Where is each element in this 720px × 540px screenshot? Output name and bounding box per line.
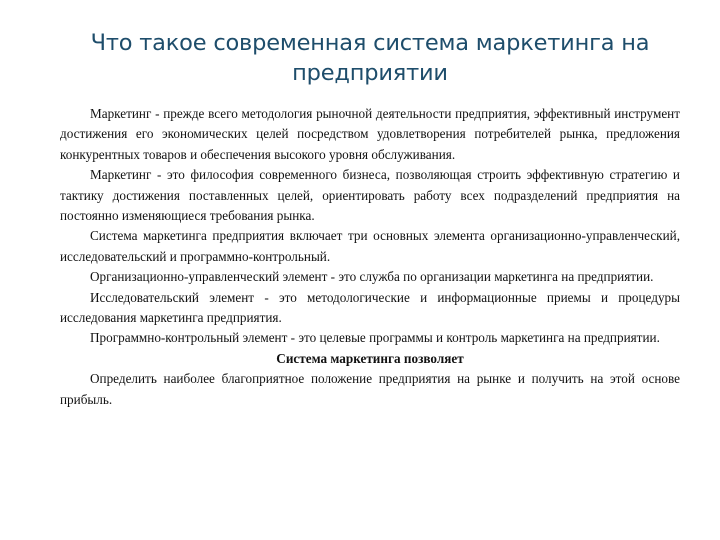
paragraph-research-element: Исследовательский элемент - это методологические и информационные приемы и процедуры исследования маркетинга предприятия.: [60, 289, 680, 326]
paragraph-marketing-methodology: Маркетинг - прежде всего методология рыночной деятельности предприятия, эффективный инструмент достижения его экономических целей посредством удовлетворения потребителей рынка, предложения конкурентных товаров и обеспечения высокого уровня обслуживания.: [60, 106, 680, 162]
paragraph-marketing-philosophy: Маркетинг - это философия современного бизнеса, позволяющая строить эффективную стратегию и тактику достижения поставленных целей, ориентировать работу всех подразделений предприятия на постоянно изменяющиеся требования рынка.: [60, 167, 680, 224]
paragraph-program-control-element: Программно-контрольный элемент - это целевые программы и контроль маркетинга на предприятии.: [90, 330, 660, 346]
subheading-system-allows: Система маркетинга позволяет: [276, 350, 464, 366]
paragraph-org-management-element: Организационно-управленческий элемент - это служба по организации маркетинга на предприятии.: [90, 269, 654, 285]
paragraph-final: Определить наиболее благоприятное положение предприятия на рынке и получить на этой основе прибыль.: [60, 371, 680, 407]
slide-body: [60, 104, 680, 410]
slide-title: Что такое современная система маркетинга на предприятии: [90, 30, 650, 86]
paragraph-system-elements: Система маркетинга предприятия включает три основных элемента организационно-управленческий, исследовательский и программно-контрольный.: [60, 228, 680, 264]
